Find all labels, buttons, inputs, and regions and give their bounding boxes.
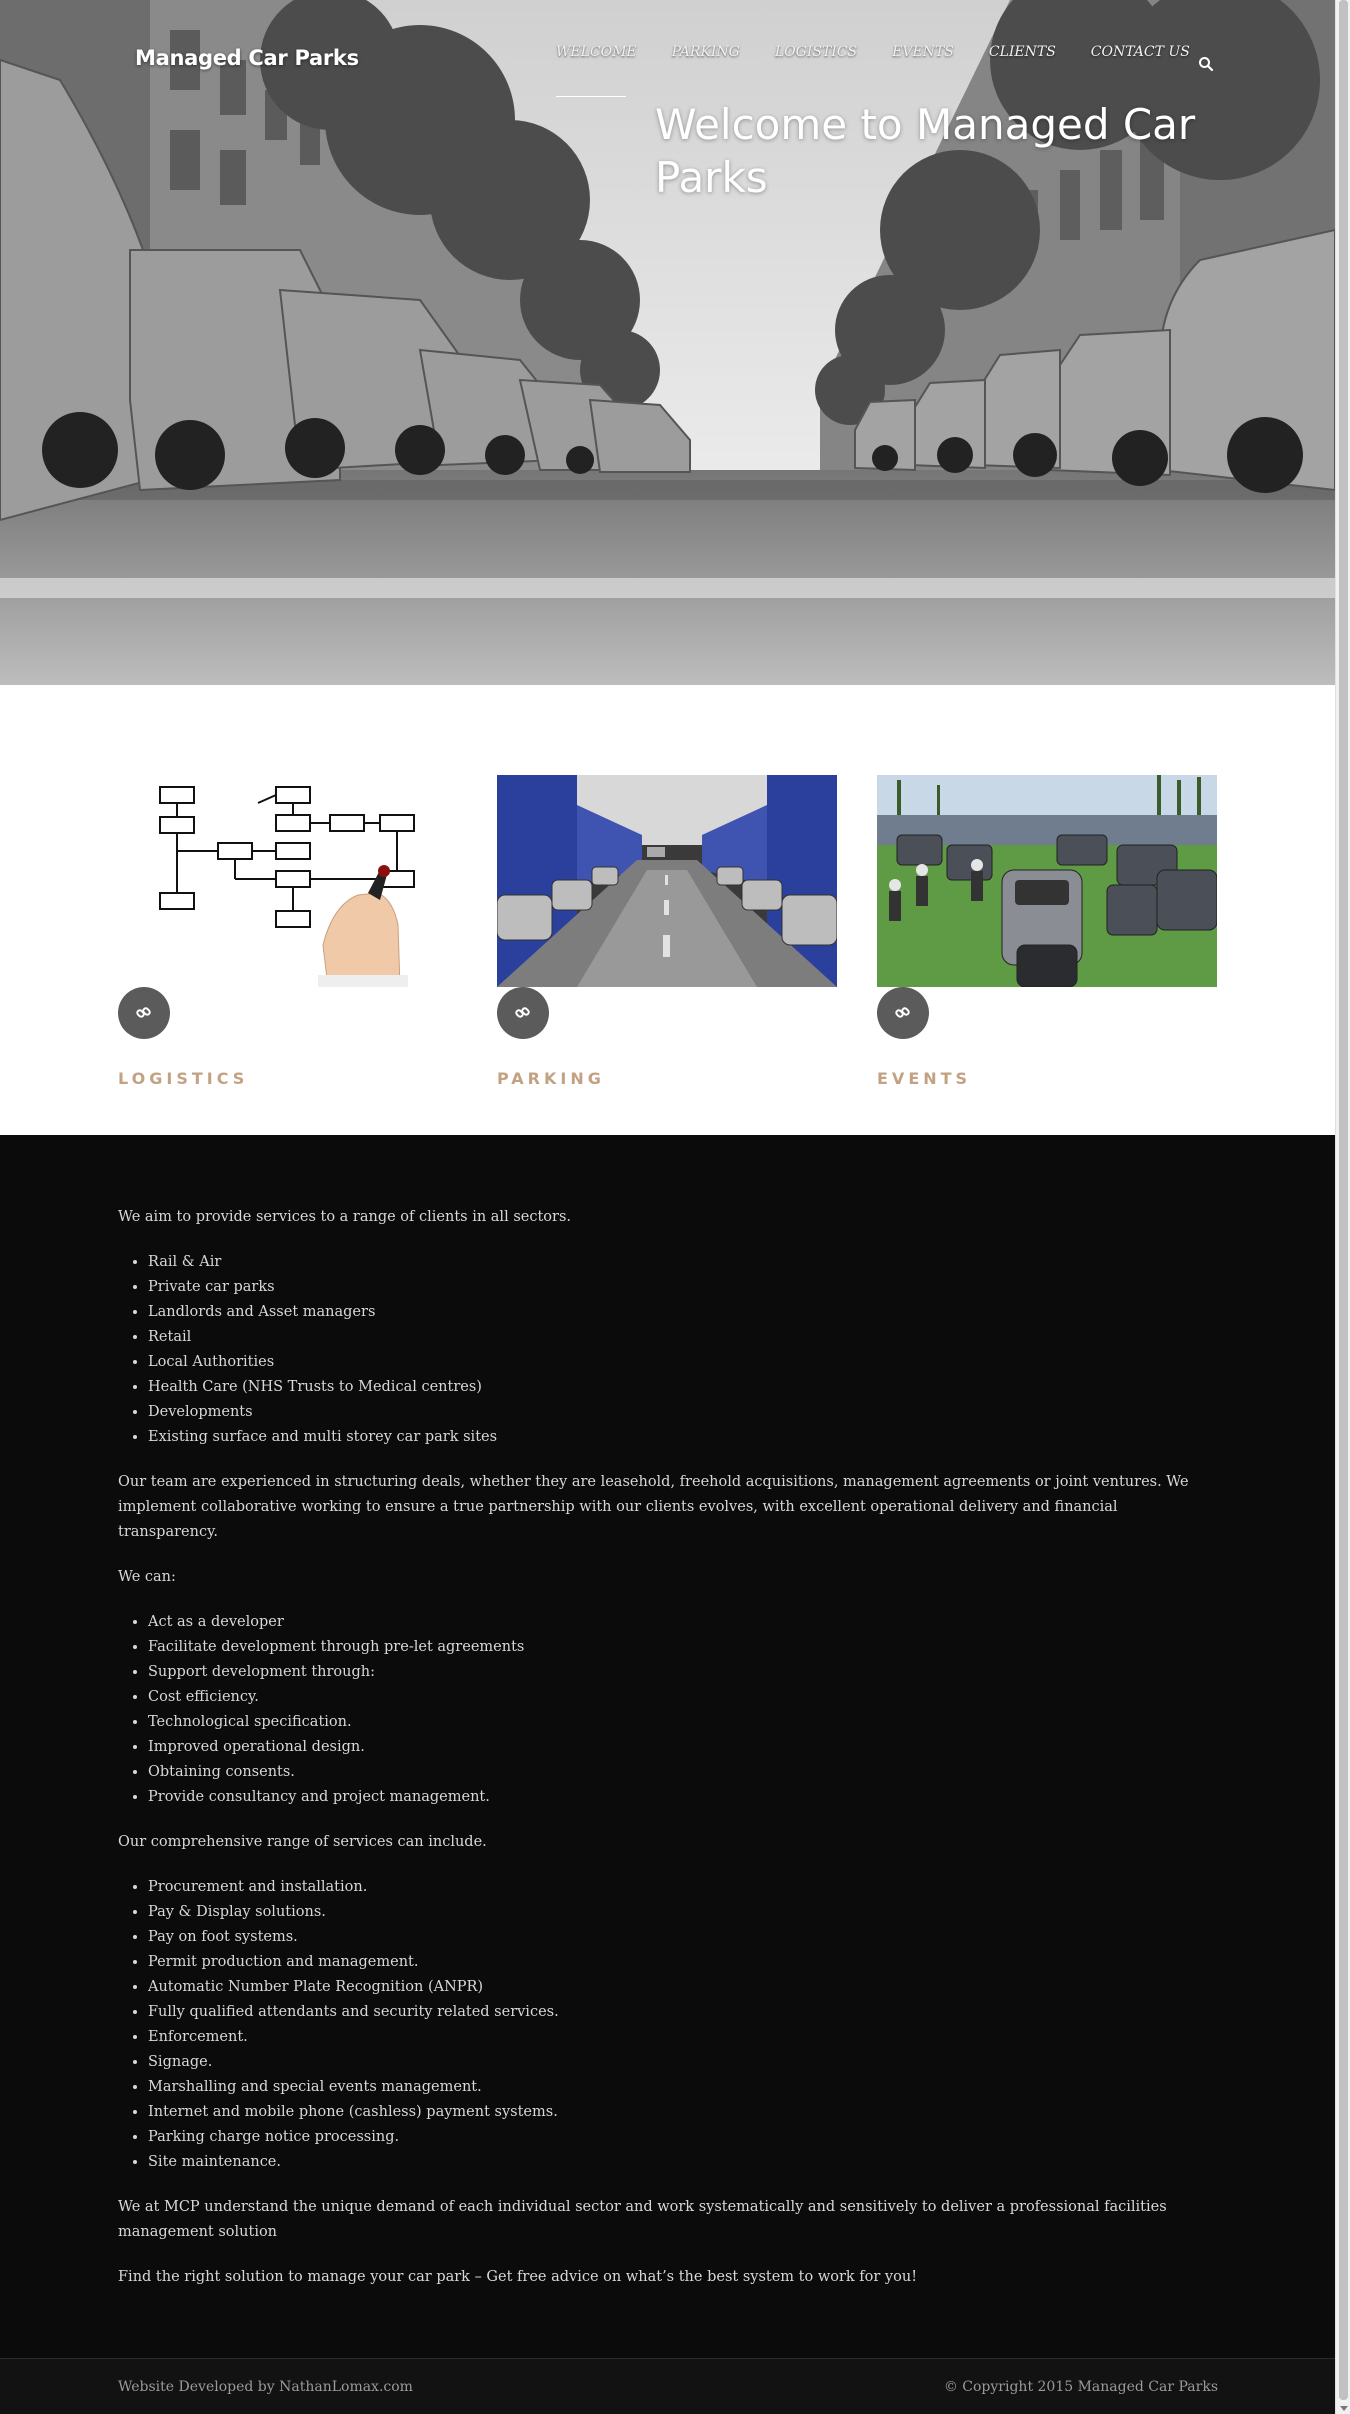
list-item: • Existing surface and multi storey car park sites bbox=[148, 1425, 1218, 1450]
nav-item-clients[interactable]: CLIENTS bbox=[988, 44, 1056, 60]
page-scrollbar[interactable] bbox=[1335, 0, 1350, 2414]
about-section bbox=[0, 1135, 1335, 2358]
list-item: • Site maintenance. bbox=[148, 2150, 1218, 2175]
parking-link-button[interactable] bbox=[497, 987, 549, 1039]
nav-item-contact-us[interactable]: CONTACT US bbox=[1090, 44, 1190, 60]
list-item: • Technological specification. bbox=[148, 1710, 1218, 1735]
nav-item-parking[interactable]: PARKING bbox=[671, 44, 740, 60]
cta-paragraph: Find the right solution to manage your car park – Get free advice on what’s the best system to work for you! bbox=[118, 2269, 918, 2285]
list-item: • Support development through: bbox=[148, 1660, 1218, 1685]
intro-paragraph: We aim to provide services to a range of clients in all sectors. bbox=[118, 1209, 571, 1225]
we-can-heading: We can: bbox=[118, 1569, 176, 1585]
parking-label[interactable]: PARKING bbox=[497, 1069, 605, 1088]
logistics-link-button[interactable] bbox=[118, 987, 170, 1039]
main-nav bbox=[556, 44, 1225, 60]
service-card-parking bbox=[497, 775, 837, 1088]
list-item: • Developments bbox=[148, 1400, 1218, 1425]
list-item: • Cost efficiency. bbox=[148, 1685, 1218, 1710]
list-item: • Internet and mobile phone (cashless) payment systems. bbox=[148, 2100, 1218, 2125]
list-item: • Act as a developer bbox=[148, 1610, 1218, 1635]
copyright-text: © Copyright 2015 Managed Car Parks bbox=[943, 2379, 1218, 2395]
developer-credit-link[interactable]: Website Developed by NathanLomax.com bbox=[118, 2379, 413, 2395]
we-can-list bbox=[148, 1610, 1218, 1810]
list-item: • Landlords and Asset managers bbox=[148, 1300, 1218, 1325]
link-icon bbox=[893, 1003, 913, 1023]
team-paragraph: Our team are experienced in structuring deals, whether they are leasehold, freehold acquisitions, management agreements or joint ventures. We implement collaborative working to ensure a true partnership with our clients evolves, with excellent operational delivery and financial transparency. bbox=[118, 1474, 1189, 1540]
list-item: • Signage. bbox=[148, 2050, 1218, 2075]
scrollbar-thumb[interactable] bbox=[1339, 0, 1348, 2400]
events-label[interactable]: EVENTS bbox=[877, 1069, 972, 1088]
logistics-image[interactable] bbox=[118, 775, 458, 987]
list-item: • Permit production and management. bbox=[148, 1950, 1218, 1975]
list-item: • Improved operational design. bbox=[148, 1735, 1218, 1760]
list-item: • Enforcement. bbox=[148, 2025, 1218, 2050]
list-item: • Private car parks bbox=[148, 1275, 1218, 1300]
footer bbox=[0, 2358, 1335, 2414]
service-card-events bbox=[877, 775, 1217, 1088]
list-item: • Rail & Air bbox=[148, 1250, 1218, 1275]
list-item: • Retail bbox=[148, 1325, 1218, 1350]
list-item: • Provide consultancy and project management. bbox=[148, 1785, 1218, 1810]
services-section bbox=[0, 685, 1335, 1135]
list-item: • Facilitate development through pre-let agreements bbox=[148, 1635, 1218, 1660]
list-item: • Automatic Number Plate Recognition (ANPR) bbox=[148, 1975, 1218, 2000]
site-logo[interactable]: Managed Car Parks bbox=[135, 46, 359, 70]
list-item: • Parking charge notice processing. bbox=[148, 2125, 1218, 2150]
range-heading: Our comprehensive range of services can include. bbox=[118, 1834, 487, 1850]
list-item: • Pay & Display solutions. bbox=[148, 1900, 1218, 1925]
service-card-logistics bbox=[118, 775, 458, 1088]
list-item: • Health Care (NHS Trusts to Medical centres) bbox=[148, 1375, 1218, 1400]
nav-item-welcome[interactable]: WELCOME bbox=[556, 44, 637, 60]
nav-active-underline bbox=[556, 96, 626, 97]
list-item: • Local Authorities bbox=[148, 1350, 1218, 1375]
events-image[interactable] bbox=[877, 775, 1217, 987]
link-icon bbox=[513, 1003, 533, 1023]
sectors-list bbox=[148, 1250, 1218, 1450]
hero-title: Welcome to Managed Car Parks bbox=[655, 100, 1196, 202]
logistics-label[interactable]: LOGISTICS bbox=[118, 1069, 249, 1088]
list-item: • Pay on foot systems. bbox=[148, 1925, 1218, 1950]
list-item: • Procurement and installation. bbox=[148, 1875, 1218, 1900]
mcp-paragraph: We at MCP understand the unique demand of each individual sector and work systematically and sensitively to deliver a professional facilities management solution bbox=[118, 2199, 1167, 2240]
nav-item-events[interactable]: EVENTS bbox=[892, 44, 954, 60]
hero-section bbox=[0, 0, 1335, 685]
services-range-list bbox=[148, 1875, 1218, 2175]
list-item: • Fully qualified attendants and security related services. bbox=[148, 2000, 1218, 2025]
parking-image[interactable] bbox=[497, 775, 837, 987]
events-link-button[interactable] bbox=[877, 987, 929, 1039]
link-icon bbox=[134, 1003, 154, 1023]
list-item: • Marshalling and special events management. bbox=[148, 2075, 1218, 2100]
search-icon[interactable] bbox=[1198, 56, 1214, 72]
nav-item-logistics[interactable]: LOGISTICS bbox=[774, 44, 858, 60]
list-item: • Obtaining consents. bbox=[148, 1760, 1218, 1785]
scroll-down-arrow-icon[interactable] bbox=[1340, 2406, 1348, 2411]
about-text bbox=[118, 1205, 1218, 2310]
